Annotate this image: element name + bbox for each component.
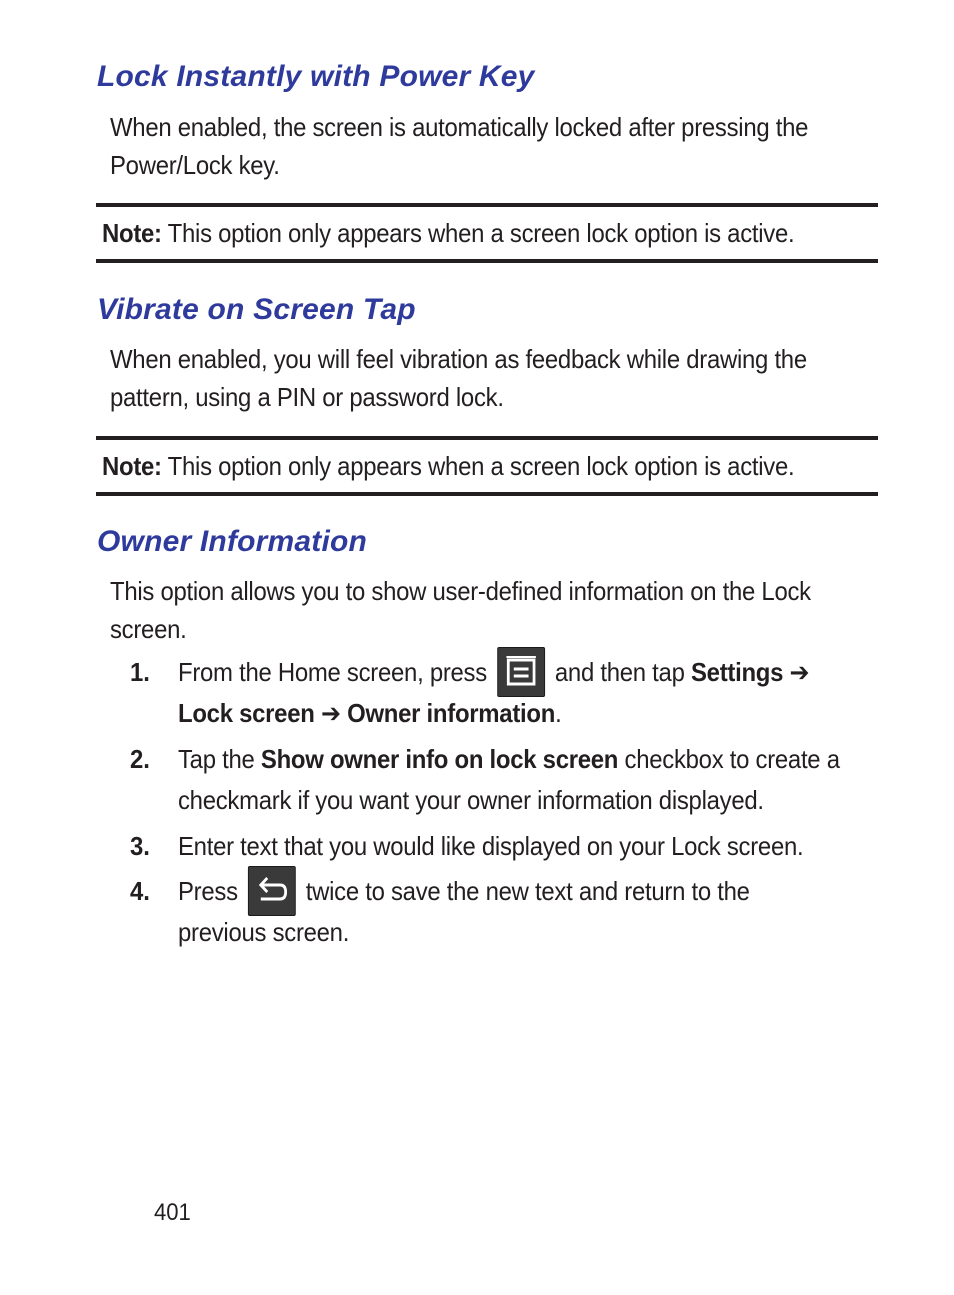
note-label: Note: [102,218,162,248]
step-text [178,739,896,821]
section-heading-lock-instantly: Lock Instantly with Power Key [97,60,535,93]
section-body-vibrate [110,340,892,416]
step-number: 2. [130,744,150,774]
section-body-lock-instantly [110,108,892,184]
menu-path-owner-information: Owner information [347,698,556,728]
section-body-owner-info [110,572,892,648]
step-text-mid: and then tap [554,657,685,687]
step-text-pre: Tap the [178,744,255,774]
body-line: screen. [110,614,187,644]
step-text-pre: From the Home screen, press [178,657,487,687]
step-text [178,652,896,734]
body-line: When enabled, the screen is automatically locked after pressing the [110,112,809,142]
body-line: pattern, using a PIN or password lock. [110,382,504,412]
note-body: This option only appears when a screen lock option is active. [161,218,795,248]
arrow-icon: ➔ [789,657,810,687]
section-heading-vibrate: Vibrate on Screen Tap [97,293,416,326]
step-text-post: twice to save the new text and return to the [305,876,750,906]
step-text [178,871,896,953]
back-key-icon [248,866,296,916]
step-number: 3. [130,831,150,861]
step-number: 1. [130,657,150,687]
body-line: When enabled, you will feel vibration as feedback while drawing the [110,344,807,374]
note-label: Note: [102,451,162,481]
body-line: Power/Lock key. [110,150,280,180]
note-box [96,203,878,263]
note-body: This option only appears when a screen lock option is active. [161,451,795,481]
step-number: 4. [130,876,150,906]
note-text [102,217,794,249]
step-text: Enter text that you would like displayed on your Lock screen. [178,831,804,861]
note-text [102,450,794,482]
menu-path-settings: Settings [690,657,784,687]
checkbox-name: Show owner info on lock screen [260,744,619,774]
step-text-end: . [555,698,562,728]
page-number: 401 [154,1199,191,1226]
step-text-line2: checkmark if you want your owner information displayed. [178,785,764,815]
step-text-line2: previous screen. [178,917,350,947]
section-heading-owner-info: Owner Information [97,525,368,558]
step-text-post: checkbox to create a [624,744,840,774]
menu-path-lock-screen: Lock screen [178,698,315,728]
menu-key-icon [497,647,545,697]
note-box [96,436,878,496]
body-line: This option allows you to show user-defined information on the Lock [110,576,811,606]
step-text-pre: Press [178,876,238,906]
arrow-icon: ➔ [320,698,341,728]
